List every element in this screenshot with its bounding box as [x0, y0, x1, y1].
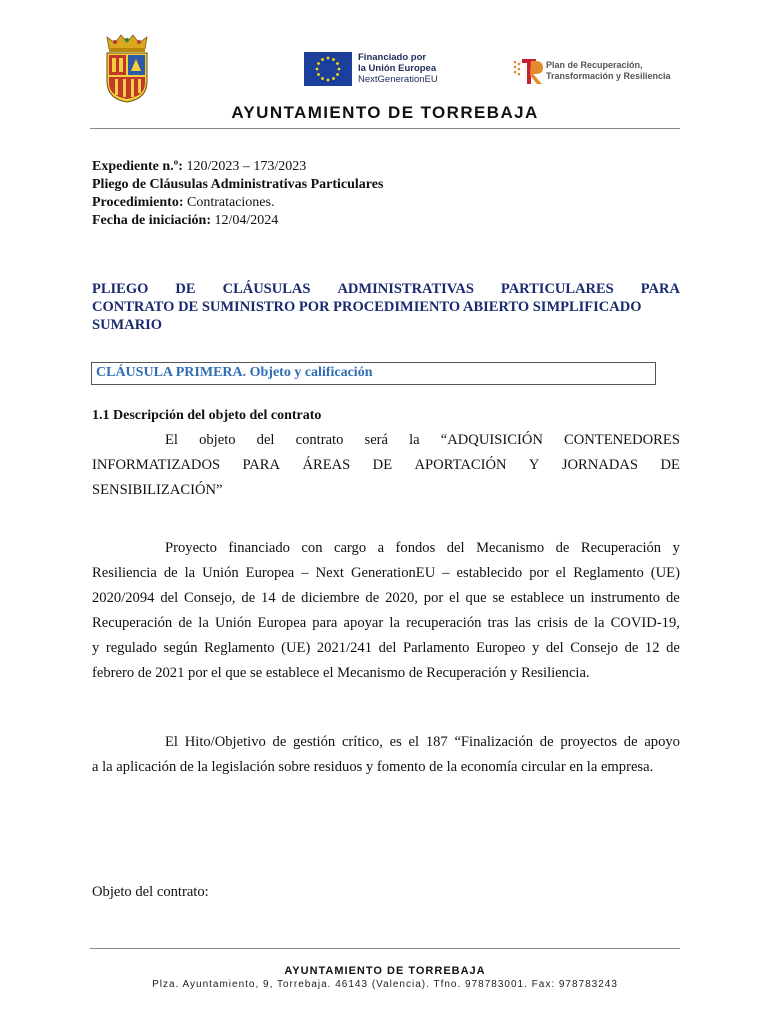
word: de: [281, 590, 296, 606]
paragraph-line: [92, 561, 680, 586]
recovery-plan-line2: Transformación y Resiliencia: [546, 71, 671, 81]
word: y: [672, 540, 680, 556]
word: de: [241, 590, 256, 606]
paragraph-line: [92, 636, 680, 661]
paragraph-object: [92, 428, 680, 503]
title-word: CLÁUSULAS: [222, 281, 311, 297]
word: la: [198, 615, 209, 631]
word: 2020/2094: [92, 590, 155, 606]
word: Parlamento: [402, 640, 470, 656]
word: Proyecto: [165, 540, 217, 556]
word: (UE): [650, 565, 680, 581]
objeto-label: Objeto del contrato:: [92, 884, 209, 900]
word: y: [531, 640, 540, 656]
paragraph-line: [92, 730, 680, 755]
word: gestión: [293, 734, 336, 750]
word: INFORMATIZADOS: [92, 457, 221, 473]
eu-flag-icon: [304, 52, 352, 86]
pliego-line: [92, 176, 383, 194]
word: de: [178, 615, 193, 631]
word: apoyo: [644, 734, 680, 750]
word: 187: [425, 734, 448, 750]
word: (UE): [281, 640, 311, 656]
title-word: PLIEGO: [92, 281, 149, 297]
word: del: [160, 590, 179, 606]
section-heading: 1.1 Descripción del objeto del contrato: [92, 408, 322, 423]
main-title-line3: SUMARIO: [92, 317, 163, 333]
word: JORNADAS: [561, 457, 639, 473]
word: de: [574, 615, 588, 631]
word: contrato: [295, 432, 344, 448]
word: diciembre: [301, 590, 360, 606]
word: Consejo: [570, 640, 619, 656]
word: de: [272, 734, 287, 750]
word: APORTACIÓN: [414, 457, 507, 473]
word: SENSIBILIZACIÓN”: [92, 482, 223, 498]
word: para: [312, 615, 338, 631]
eu-logo-text: [358, 52, 438, 85]
word: de: [665, 590, 680, 606]
word: la: [389, 615, 400, 631]
recovery-plan-mark-icon: [512, 56, 546, 86]
paragraph-object-line2: [92, 453, 680, 478]
header-logos: [0, 0, 770, 110]
footer-divider: [90, 948, 680, 949]
pliego-label: Pliego de Cláusulas Administrativas Particulares: [92, 177, 384, 192]
word: COVID-19,: [610, 615, 680, 631]
word: establece: [510, 590, 565, 606]
word: tras: [487, 615, 509, 631]
word: El: [165, 734, 178, 750]
expediente-line: [92, 158, 383, 176]
objeto-label-block: [92, 880, 680, 905]
title-word: PARA: [640, 281, 680, 297]
paragraph-line: a la aplicación de la legislación sobre residuos y fomento de la economía circular en la empresa.: [92, 759, 654, 775]
word: Recuperación: [92, 615, 173, 631]
clause-heading-box: [91, 362, 656, 385]
paragraph-line: [92, 586, 680, 611]
paragraph-line: febrero de 2021 por el que se establece el Mecanismo de Recuperación y Resiliencia.: [92, 665, 590, 681]
word: 14: [261, 590, 276, 606]
word: objeto: [199, 432, 236, 448]
word: de: [623, 734, 638, 750]
main-title: [92, 280, 680, 334]
word: el: [555, 565, 567, 581]
procedimiento-value: Contrataciones.: [187, 195, 275, 210]
title-word: PARTICULARES: [500, 281, 614, 297]
word: DE: [372, 457, 393, 473]
word: El: [165, 432, 178, 448]
procedimiento-label: Procedimiento:: [92, 195, 184, 210]
word: ÁREAS: [302, 457, 351, 473]
paragraph-object-line1: [92, 428, 680, 453]
footer-title: AYUNTAMIENTO DE TORREBAJA: [284, 965, 486, 977]
footer-address: Plza. Ayuntamiento, 9, Torrebaja. 46143 (Valencia). Tfno. 978783001. Fax: 978783243: [152, 979, 618, 990]
word: 2020,: [385, 590, 418, 606]
word: Unión: [202, 565, 239, 581]
word: Europeo: [475, 640, 526, 656]
paragraph-object-line3: [92, 478, 680, 503]
word: las: [514, 615, 531, 631]
word: por: [529, 565, 549, 581]
word: recuperación: [406, 615, 482, 631]
word: Recuperación: [580, 540, 662, 556]
procedimiento-line: [92, 194, 383, 212]
fecha-value: 12/04/2024: [214, 213, 279, 228]
word: a: [377, 540, 385, 556]
word: cargo: [333, 540, 367, 556]
main-title-line1: [92, 280, 680, 298]
word: la: [593, 615, 605, 631]
word: la: [409, 432, 420, 448]
word: crítico,: [341, 734, 383, 750]
expediente-label: Expediente n.º:: [92, 159, 183, 174]
word: –: [442, 565, 450, 581]
paragraph-financing: [92, 536, 680, 686]
word: de: [365, 590, 380, 606]
word: Consejo,: [184, 590, 236, 606]
word: “Finalización: [454, 734, 534, 750]
word: proyectos: [560, 734, 618, 750]
word: fondos: [395, 540, 436, 556]
header-divider: [90, 128, 680, 129]
paragraph-line: [92, 611, 680, 636]
coat-of-arms-logo: [103, 33, 151, 103]
word: Y: [528, 457, 540, 473]
title-word: ADMINISTRATIVAS: [337, 281, 474, 297]
word: del: [256, 432, 275, 448]
word: Next: [315, 565, 344, 581]
recovery-plan-logo: [512, 56, 692, 86]
word: Resiliencia: [92, 565, 157, 581]
word: se: [492, 590, 505, 606]
paragraph-milestone: [92, 730, 680, 780]
word: Hito/Objetivo: [184, 734, 266, 750]
eu-logo-line3: NextGenerationEU: [358, 74, 438, 85]
word: que: [465, 590, 487, 606]
eu-logo-line2: la Unión Europea: [358, 63, 437, 74]
clause-heading: CLÁUSULA PRIMERA. Objeto y calificación: [96, 365, 373, 380]
fecha-label: Fecha de iniciación:: [92, 213, 211, 228]
word: crisis: [537, 615, 568, 631]
word: financiado: [228, 540, 290, 556]
word: 12: [644, 640, 660, 656]
word: con: [301, 540, 323, 556]
word: un: [569, 590, 585, 606]
expediente-value: 120/2023 – 173/2023: [186, 159, 307, 174]
word: según: [163, 640, 198, 656]
word: de: [555, 540, 570, 556]
word: establecido: [456, 565, 523, 581]
word: PARA: [242, 457, 281, 473]
word: apoyar: [343, 615, 384, 631]
word: el: [408, 734, 420, 750]
word: CONTENEDORES: [564, 432, 680, 448]
word: –: [301, 565, 309, 581]
recovery-plan-line1: Plan de Recuperación,: [546, 60, 643, 70]
word: del: [446, 540, 465, 556]
eu-logo-line1: Financiado por: [358, 52, 427, 63]
title-word: DE: [175, 281, 196, 297]
word: del: [378, 640, 397, 656]
word: de: [624, 640, 639, 656]
word: del: [545, 640, 564, 656]
organization-title: AYUNTAMIENTO DE TORREBAJA: [231, 103, 539, 122]
fecha-line: [92, 212, 383, 230]
main-title-line2: CONTRATO DE SUMINISTRO POR PROCEDIMIENTO ABIERTO SIMPLIFICADO: [92, 299, 642, 315]
word: Europea: [245, 565, 295, 581]
word: Mecanismo: [476, 540, 545, 556]
recovery-plan-text: [546, 60, 671, 82]
word: Reglamento: [573, 565, 644, 581]
word: el: [449, 590, 460, 606]
word: será: [364, 432, 389, 448]
word: de: [163, 565, 178, 581]
word: Europea: [257, 615, 307, 631]
word: Reglamento: [204, 640, 275, 656]
word: y: [92, 640, 100, 656]
word: de: [666, 640, 680, 656]
word: regulado: [105, 640, 157, 656]
word: instrumento: [590, 590, 661, 606]
word: es: [389, 734, 402, 750]
paragraph-line: [92, 536, 680, 561]
word: la: [184, 565, 196, 581]
word: por: [423, 590, 444, 606]
word: 2021/241: [316, 640, 373, 656]
word: GenerationEU: [350, 565, 436, 581]
word: DE: [660, 457, 680, 473]
eu-nextgeneration-logo: [304, 52, 450, 88]
word: “ADQUISICIÓN: [440, 432, 543, 448]
word: de: [539, 734, 554, 750]
word: Unión: [214, 615, 252, 631]
document-metadata: [92, 158, 383, 230]
